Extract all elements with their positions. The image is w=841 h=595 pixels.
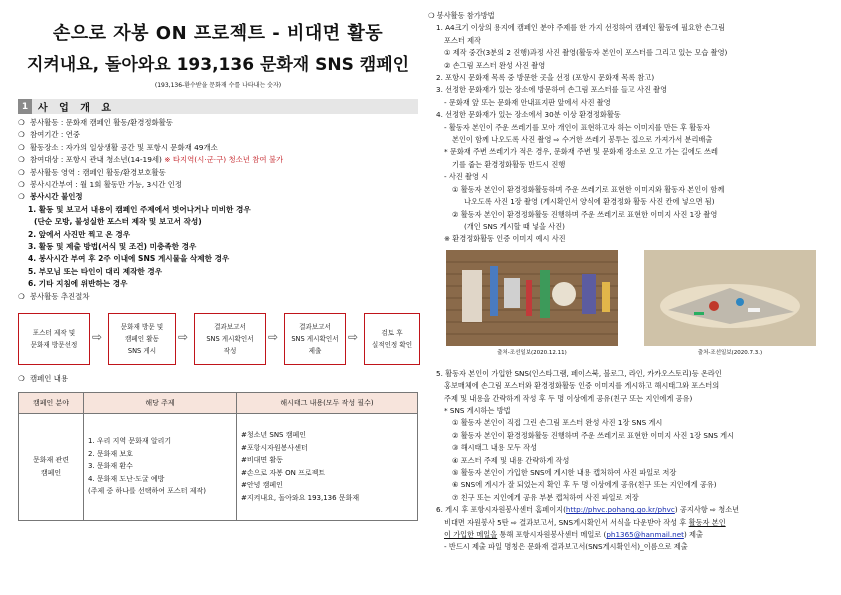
- campaign-hashtags: [237, 413, 418, 520]
- hashtag-item: #포항시자원봉사센터: [241, 443, 308, 452]
- step-4-sub: - 활동자 본인이 주운 쓰레기를 모아 개인이 표현하고자 하는 이미지를 만든 후 활동자: [444, 122, 711, 132]
- example-title: ※ 환경정화활동 인증 이미지 예시 사진: [444, 234, 566, 244]
- method-title: ❍ 봉사활동 참가방법: [428, 11, 495, 20]
- left-column: [18, 22, 418, 521]
- overview-item: ❍ 참여대상 : 포항시 관내 청소년(14-19세) ※ 타지역(시·군·구) 청소년 참여 불가: [18, 154, 418, 166]
- step-6-cont: 이 가입한 메일을 통해 포항시자원봉사센터 메일로 (ph1365@hanmail.net) 제출: [444, 530, 703, 539]
- campaign-table: [18, 392, 418, 521]
- arrow-right-icon: ⇨: [348, 330, 359, 345]
- bullet-icon: ❍: [428, 11, 435, 20]
- arrow-right-icon: ⇨: [268, 330, 279, 345]
- table-header: 캠페인 분야: [19, 392, 84, 413]
- step-1-sub: ① 제작 중간(3분의 2 진행)과정 사진 촬영(활동자 본인이 포스터를 그리고 있는 모습 촬영): [444, 48, 728, 58]
- section-title: 사 업 개 요: [38, 103, 116, 114]
- step-4-sub: 본인이 함께 나오도록 사진 촬영 ⇨ 수거한 쓰레기 봉투는 집으로 가져가서 분리배출: [452, 135, 713, 145]
- step-5-cont: 주제 및 내용을 간략하게 작성 후 두 명 이상에게 공유(친구 또는 지인에게 공유): [444, 393, 693, 403]
- flow-step-1: 포스터 제작 및 문화재 방문선정: [18, 313, 90, 365]
- bullet-icon: ❍: [18, 180, 25, 190]
- flow-step-4: 결과보고서 SNS 게시확인서 제출: [284, 313, 346, 365]
- sns-step: ③ 해시태그 내용 모두 작성: [452, 443, 538, 453]
- region-warning: ※ 타지역(시·군·구) 청소년 참여 불가: [161, 155, 284, 165]
- homepage-link[interactable]: http://phvc.pohang.go.kr/phvc: [565, 505, 675, 515]
- sns-step: ⑦ 친구 또는 지인에게 공유 부분 캡처하여 사진 파일로 저장: [452, 492, 639, 502]
- step-1-sub: ② 손그림 포스터 완성 사진 촬영: [444, 60, 546, 70]
- section-header-overview: [18, 99, 418, 114]
- hashtag-item: #비대면 활동: [241, 456, 283, 464]
- procedure-title: ❍ 봉사활동 추진절차: [18, 291, 418, 303]
- unrecognized-item: 6. 기타 지침에 위반하는 경우: [28, 279, 128, 289]
- example-photo-2: [644, 250, 816, 346]
- step-4-note: * 문화재 주변 쓰레기가 적은 경우, 문화재 주변 및 문화재 장소로 오고 가는 길에도 쓰레: [444, 147, 718, 157]
- step-1: 1. A4크기 이상의 용지에 캠페인 분야 주제를 한 가지 선정하여 캠페인 활동에 필요한 손그림: [436, 23, 726, 33]
- flow-step-2: 문화재 방문 및 캠페인 활동 SNS 게시: [108, 313, 176, 365]
- hashtag-item: #안녕 캠페인: [241, 481, 283, 489]
- hashtag-item: #손으로 자봉 ON 프로젝트: [241, 468, 326, 477]
- sns-step: ④ 포스터 주제 및 내용 간략하게 작성: [452, 455, 570, 465]
- sns-step: ⑤ 활동자 본인이 가입한 SNS에 게시한 내용 캡처하여 사진 파일로 저장: [452, 467, 677, 477]
- procedure-flow: [18, 309, 418, 371]
- campaign-topics: [84, 413, 237, 520]
- unrecognized-item: 1. 활동 및 보고서 내용이 캠페인 주제에서 벗어나거나 미비한 경우: [28, 204, 251, 214]
- overview-list: [18, 117, 418, 303]
- table-row: [19, 413, 418, 520]
- photo-caption-1: 출처-조선일보(2020.12.11): [497, 349, 567, 356]
- topic-item: 4. 문화재 도난·도굴 예방: [88, 474, 165, 483]
- table-header: 해시태그 내용(모두 작성 필수): [237, 392, 418, 413]
- hashtag-item: #청소년 SNS 캠페인: [241, 431, 307, 439]
- bullet-icon: ❍: [18, 130, 25, 140]
- own-email-note: 이 가입한 메일을: [444, 530, 498, 539]
- unrecognized-item: 5. 부모님 또는 타인이 대리 제작한 경우: [28, 266, 163, 276]
- campaign-section-title: ❍ 캠페인 내용: [18, 373, 418, 385]
- arrow-right-icon: ⇨: [92, 330, 103, 345]
- section-number: 1: [18, 99, 32, 114]
- overview-item: ❍ 활동장소 : 자가의 일상생활 공간 및 포항시 문화재 49개소: [18, 142, 418, 154]
- step-4-photo: - 사진 촬영 시: [444, 172, 489, 182]
- step-5-cont: 홍보매체에 손그림 포스터와 환경정화활동 인증 이미지를 게시하고 해시태그와 포스터의: [444, 381, 720, 391]
- table-header-row: [19, 392, 418, 413]
- flow-step-3: 결과보고서 SNS 게시확인서 작성: [194, 313, 266, 365]
- topic-item: 3. 문화재 환수: [88, 462, 133, 471]
- step-6-cont: 비대면 자원봉사 5탄 ⇨ 결과보고서, SNS게시확인서 서식을 다운받아 작성 후 활동자 본인: [444, 517, 726, 527]
- bullet-icon: ❍: [18, 118, 25, 127]
- bullet-icon: ❍: [18, 374, 25, 384]
- step-4-note: 기를 줍는 환경정화활동 반드시 진행: [452, 159, 566, 169]
- hashtag-item: #지켜내요, 돌아와요 193,136 문화재: [241, 493, 360, 502]
- own-account-note: 활동자 본인: [688, 517, 726, 527]
- step-5: 5. 활동자 본인이 가입한 SNS(인스타그램, 페이스북, 블로그, 라인, 카카오스토리)등 온라인: [436, 368, 722, 378]
- bullet-icon: ❍: [18, 291, 25, 301]
- bullet-icon: ❍: [18, 167, 25, 177]
- campaign-field: 문화재 관련 캠페인: [19, 413, 84, 520]
- bullet-icon: ❍: [18, 155, 25, 165]
- unrecognized-item: 2. 앞에서 사진만 찍고 온 경우: [28, 229, 131, 239]
- overview-item: ❍ 참여기간 : 연중: [18, 129, 418, 141]
- arrow-right-icon: ⇨: [178, 330, 189, 345]
- unrecognized-item: (단순 모방, 불성실한 포스터 제작 및 보고서 작성): [34, 217, 202, 227]
- step-4-photo-item: (개인 SNS 게시할 때 넣을 사진): [464, 221, 565, 231]
- table-header: 해당 주제: [84, 392, 237, 413]
- example-photos: [428, 248, 833, 368]
- campaign-title: 지켜내요, 돌아와요 193,136 문화재 SNS 캠페인: [26, 55, 410, 75]
- sns-method-title: * SNS 게시하는 방법: [444, 405, 511, 415]
- step-4-photo-item: 나오도록 사진 1장 촬영 (게시확인서 양식에 환경정화 활동 사진 칸에 넣으면 됨): [464, 197, 715, 207]
- unrecognized-item: 3. 활동 및 제출 방법(서식 및 조건) 미충족한 경우: [28, 242, 197, 252]
- sns-step: ⑥ SNS에 게시가 잘 되었는지 확인 후 두 명 이상에게 공유(친구 또는 지인에게 공유): [452, 480, 717, 490]
- topic-item: 2. 문화재 보호: [88, 449, 133, 458]
- topic-item: 1. 우리 지역 문화재 알리기: [88, 437, 172, 446]
- photo-caption-2: 출처-조선일보(2020.7.3.): [697, 349, 763, 356]
- overview-item: ❍ 봉사활동 영역 : 캠페인 활동/환경보호활동: [18, 167, 418, 179]
- page-title: 손으로 자봉 ON 프로젝트 - 비대면 활동: [52, 23, 384, 44]
- step-4-photo-item: ② 활동자 본인이 환경정화활동 진행하며 주운 쓰레기로 표현한 이미지 사진 1장 촬영: [452, 209, 718, 219]
- campaign-subtitle: (193,136-환수받을 문화재 수를 나타내는 숫자): [154, 82, 282, 89]
- step-6: 6. 게시 후 포항시자원봉사센터 홈페이지(http://phvc.pohang.go.kr/phvc) 공지사항 ⇨ 청소년: [436, 505, 740, 515]
- overview-item: ❍ 봉사활동 : 문화재 캠페인 활동/환경정화활동: [18, 117, 418, 129]
- overview-item: ❍ 봉사시간부여 : 월 1회 활동만 가능, 3시간 인정: [18, 179, 418, 191]
- step-4: 4. 선정한 문화재가 있는 장소에서 30분 이상 환경정화활동: [436, 110, 621, 120]
- bullet-icon: ❍: [18, 142, 25, 152]
- flow-step-5: 검토 후 실적인정 확인: [364, 313, 420, 365]
- right-column: [428, 10, 833, 554]
- step-1-cont: 포스터 제작: [444, 35, 482, 45]
- step-4-photo-item: ① 활동자 본인이 환경정화활동하며 주운 쓰레기로 표현한 이미지와 활동자 본인이 함께: [452, 184, 725, 194]
- unrecognized-item: 4. 봉사시간 부여 후 2주 이내에 SNS 게시물을 삭제한 경우: [28, 254, 230, 264]
- email-link[interactable]: ph1365@hanmail.net: [606, 530, 684, 539]
- step-6-note: - 반드시 제출 파일 명칭은 문화재 결과보고서(SNS게시확인서)_이름으로 제출: [444, 542, 688, 552]
- step-3: 3. 선정한 문화재가 있는 장소에 방문하여 손그림 포스터를 들고 사진 촬영: [436, 85, 668, 95]
- sns-step: ② 활동자 본인이 환경정화활동 진행하며 주운 쓰레기로 표현한 이미지 사진 1장 SNS 게시: [452, 430, 735, 440]
- topic-item: (주제 중 하나를 선택하여 포스터 제작): [88, 487, 207, 496]
- unrecognized-title: ❍ 봉사시간 불인정: [18, 191, 418, 203]
- step-2: 2. 포항시 문화재 목록 중 방문한 곳을 선정 (포항시 문화재 목록 참고): [436, 73, 655, 83]
- example-photo-1: [446, 250, 618, 346]
- sns-step: ① 활동자 본인이 직접 그린 손그림 포스터 완성 사진 1장 SNS 게시: [452, 418, 663, 428]
- step-3-sub: - 문화재 앞 또는 문화재 안내표지판 앞에서 사진 촬영: [444, 97, 611, 107]
- bullet-icon: ❍: [18, 192, 25, 202]
